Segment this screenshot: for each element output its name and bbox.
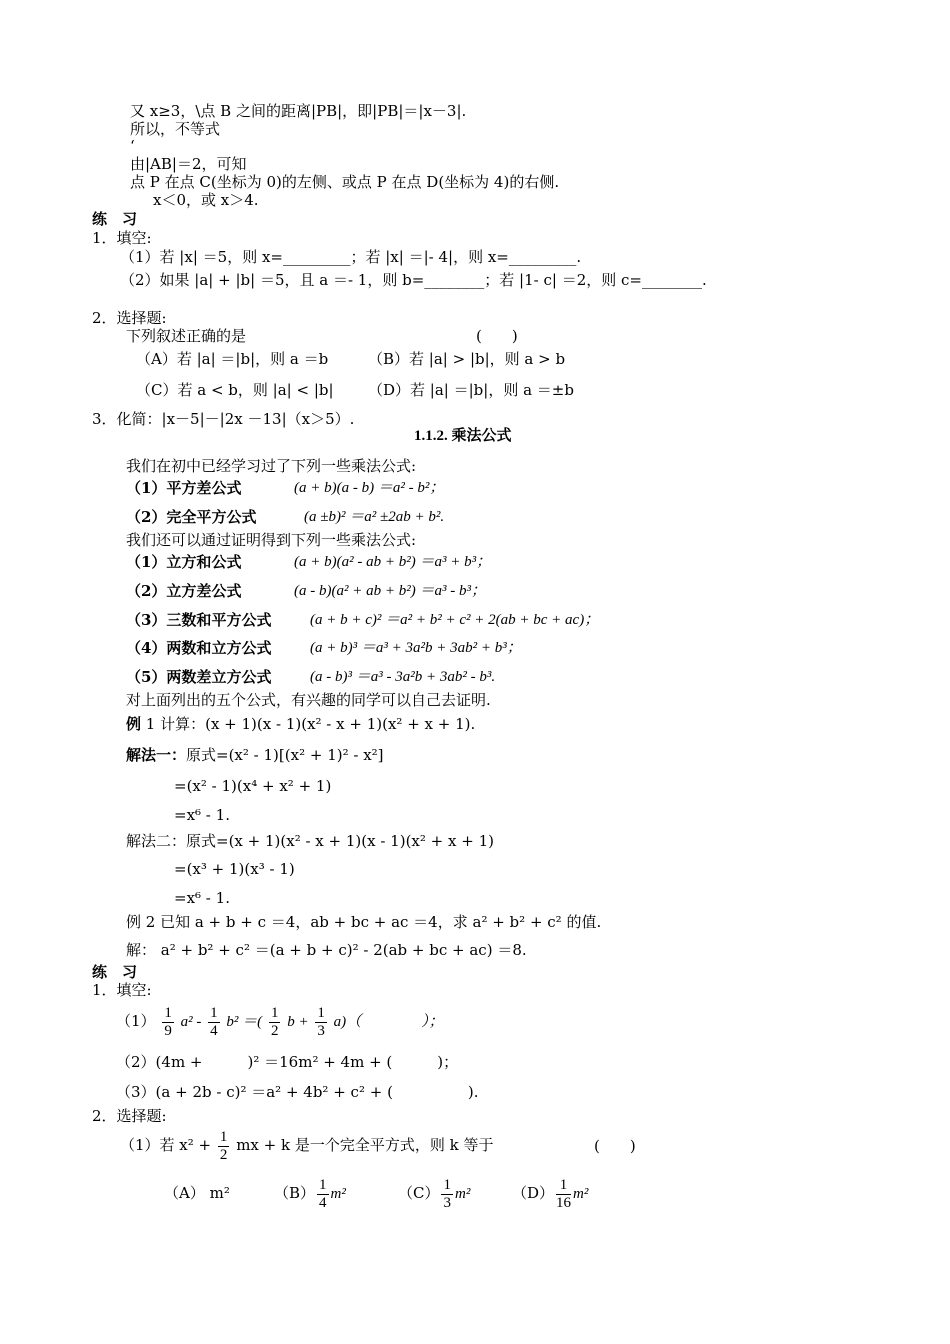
intro-line-1: 又 x≥3，\点 B 之间的距离|PB|，即|PB|＝|x－3|. (130, 102, 467, 120)
choice-b-label: （B） (274, 1184, 316, 1202)
p2-q1-item-3: （3）(a + 2b - c)² ＝a² + 4b² + c² + ( ). (116, 1083, 479, 1101)
solution-1-label: 解法一： (126, 746, 187, 764)
p2-q2-item-1 (120, 1128, 493, 1164)
denominator: 4 (319, 1194, 327, 1211)
intro-line-4: 由|AB|＝2，可知 (130, 155, 247, 173)
option-a: （A）若 |a| ＝|b|，则 a ＝b (136, 350, 329, 368)
solution-1-line-3: =x⁶ - 1. (174, 806, 230, 824)
numerator: 1 (319, 1176, 327, 1193)
option-d: （D）若 |a| ＝|b|，则 a ＝±b (368, 381, 574, 399)
answer-paren: ( ) (476, 327, 518, 345)
option-b: （B）若 |a| > |b|，则 a > b (368, 350, 566, 368)
choice-a: （A） m² (164, 1184, 230, 1202)
p2-q2-label: 2．选择题: (92, 1107, 167, 1125)
formula-name-5: （3）三数和平方公式 (126, 611, 272, 629)
formula-name-6: （4）两数和立方公式 (126, 639, 272, 657)
fraction-one-third (441, 1177, 453, 1212)
denominator: 3 (443, 1194, 451, 1211)
fraction-one-fourth (317, 1177, 329, 1212)
formula-1: (a + b)(a - b) ＝a² - b²； (294, 480, 445, 496)
example-1-text: 1 计算：(x + 1)(x - 1)(x² - x + 1)(x² + x + 1). (141, 715, 476, 733)
choice-c-label: （C） (398, 1184, 440, 1202)
formula-name-1: （1）平方差公式 (126, 479, 242, 497)
intro-line-3: ‘ (130, 137, 135, 155)
formula-name-7: （5）两数差立方公式 (126, 668, 272, 686)
formula-6: (a + b)³ ＝a³ + 3a²b + 3ab² + b³； (310, 640, 522, 656)
formula-3: (a + b)(a² - ab + b²) ＝a³ + b³； (294, 554, 492, 570)
term-a2: a² - (180, 1014, 202, 1030)
solution-2-line-1: 解法二：原式=(x + 1)(x² - x + 1)(x - 1)(x² + x + 1) (126, 832, 494, 850)
fraction-one-sixteenth (556, 1177, 571, 1212)
practice-title: 练 习 (92, 210, 138, 228)
fraction-one-third (315, 1005, 327, 1040)
option-c: （C）若 a < b，则 |a| < |b| (136, 381, 334, 399)
section-para-2: 我们还可以通过证明得到下列一些乘法公式: (126, 531, 417, 549)
p2-q1-item-1 (116, 1004, 444, 1040)
item-stem-start: （1）若 x² + (120, 1136, 212, 1154)
denominator: 2 (270, 1022, 279, 1039)
p2-q1-label: 1．填空: (92, 981, 152, 999)
fraction-one-half (269, 1005, 281, 1040)
example-2: 例 2 已知 a + b + c ＝4，ab + bc + ac ＝4，求 a² + b² + c² 的值. (126, 913, 602, 931)
example-1-label: 例 (126, 715, 142, 733)
example-1 (126, 714, 475, 734)
formula-5: (a + b + c)² ＝a² + b² + c² + 2(ab + bc + ac)； (310, 612, 600, 628)
solution-2-line-3: =x⁶ - 1. (174, 889, 230, 907)
answer-paren-2: ( ) (594, 1137, 636, 1155)
numerator: 1 (270, 1004, 279, 1021)
numerator: 1 (219, 1128, 228, 1145)
section-title: 1.1.2. 乘法公式 (414, 428, 512, 444)
choice-c-term: m² (454, 1186, 471, 1202)
formula-7: (a - b)³ ＝a³ - 3a²b + 3ab² - b³. (310, 669, 496, 685)
denominator: 3 (317, 1022, 325, 1039)
q3: 3．化简：|x－5|－|2x －13|（x＞5）. (92, 410, 355, 428)
formula-name-2: （2）完全平方公式 (126, 508, 257, 526)
formula-name-3: （1）立方和公式 (126, 553, 242, 571)
choice-b-term: m² (330, 1186, 346, 1202)
item-number: （1） (116, 1012, 156, 1030)
fraction-one-fourth (208, 1005, 220, 1040)
fraction-one-half (218, 1129, 230, 1164)
solution-2-line-2: =(x³ + 1)(x³ - 1) (174, 860, 295, 878)
term-b2: b² ＝( (226, 1014, 263, 1030)
choice-c (398, 1176, 470, 1212)
formula-2: (a ±b)² ＝a² ±2ab + b². (304, 509, 445, 525)
intro-line-5: 点 P 在点 C(坐标为 0)的左侧、或点 P 在点 D(坐标为 4)的右侧. (130, 173, 560, 191)
section-para-1: 我们在初中已经学习过了下列一些乘法公式: (126, 457, 417, 475)
q2-label: 2．选择题: (92, 309, 167, 327)
numerator: 1 (210, 1004, 218, 1021)
choice-d-term: m² (573, 1186, 589, 1202)
formula-name-4: （2）立方差公式 (126, 582, 242, 600)
section-para-3: 对上面列出的五个公式，有兴趣的同学可以自己去证明. (126, 691, 491, 709)
intro-line-2: 所以，不等式 (130, 120, 221, 138)
q2-stem: 下列叙述正确的是 (126, 327, 247, 345)
practice-title-2: 练 习 (92, 963, 138, 981)
p2-q1-item-2: （2）(4m + )² ＝16m² + 4m + ( )； (116, 1053, 459, 1071)
formula-4: (a - b)(a² + ab + b²) ＝a³ - b³； (294, 583, 486, 599)
numerator: 1 (443, 1176, 451, 1193)
numerator: 1 (317, 1004, 325, 1021)
example-2-solution: 解： a² + b² + c² ＝(a + b + c)² - 2(ab + bc + ac) ＝8. (126, 941, 527, 959)
solution-1-expr: 原式=(x² - 1)[(x² + 1)² - x²] (186, 746, 384, 764)
solution-1-line-2: =(x² - 1)(x⁴ + x² + 1) (174, 777, 332, 795)
solution-1-line-1 (126, 745, 384, 765)
q1-label: 1．填空: (92, 229, 152, 247)
denominator: 16 (556, 1194, 572, 1211)
choice-b (274, 1176, 346, 1212)
item-stem-end: mx + k 是一个完全平方式，则 k 等于 (236, 1136, 494, 1154)
choice-d (512, 1176, 588, 1212)
numerator: 1 (556, 1177, 571, 1195)
choice-d-label: （D） (512, 1184, 555, 1202)
intro-line-6: x＜0，或 x＞4. (153, 191, 259, 209)
q1-item-2: （2）如果 |a| + |b| ＝5，且 a ＝- 1，则 b=________；若 |1- c| ＝2，则 c=________. (120, 271, 707, 289)
q1-item-1: （1）若 |x| ＝5，则 x=_________；若 |x| ＝|- 4|，则 x=_________. (120, 248, 582, 266)
numerator: 1 (164, 1004, 172, 1021)
term-b: b + (287, 1014, 309, 1030)
fraction-one-ninth (162, 1005, 174, 1040)
denominator: 2 (219, 1146, 228, 1163)
denominator: 9 (164, 1022, 172, 1039)
denominator: 4 (210, 1022, 218, 1039)
term-a: a)（ ）； (333, 1014, 444, 1030)
